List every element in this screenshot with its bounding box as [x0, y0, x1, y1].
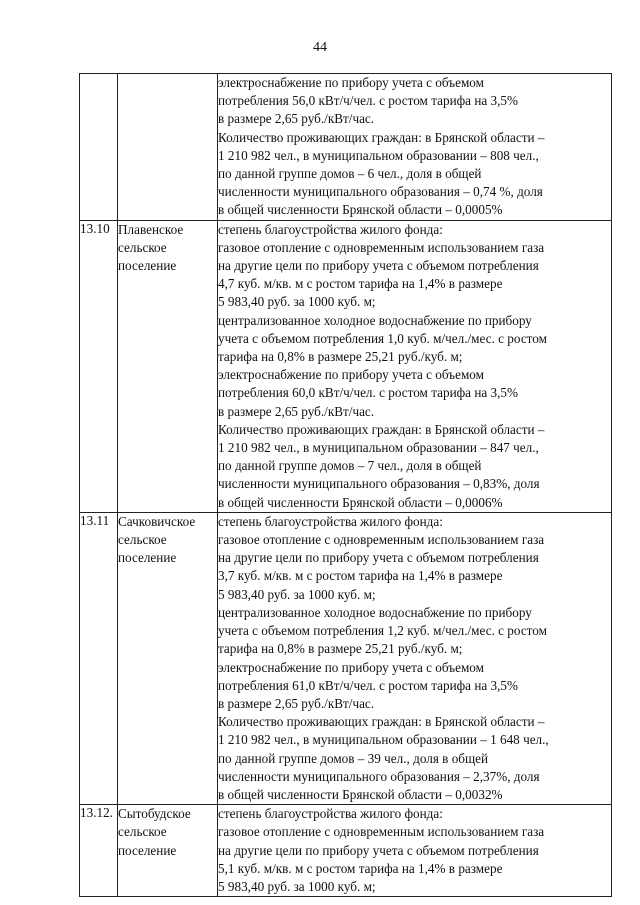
description-line: 3,7 куб. м/кв. м с ростом тарифа на 1,4% в размере	[218, 568, 503, 584]
description-line: 5,1 куб. м/кв. м с ростом тарифа на 1,4% в размере	[218, 860, 503, 876]
description-line: в общей численности Брянской области – 0,0006%	[218, 494, 503, 510]
description-line: по данной группе домов – 7 чел., доля в общей	[218, 458, 482, 474]
table-body	[80, 74, 612, 897]
description-line: электроснабжение по прибору учета с объемом	[218, 75, 484, 90]
description-line: 5 983,40 руб. за 1000 куб. м;	[218, 878, 376, 894]
description-line: Количество проживающих граждан: в Брянской области –	[218, 129, 545, 145]
description-line: 1 210 982 чел., в муниципальном образовании – 808 чел.,	[218, 147, 539, 163]
description-line: в размере 2,65 руб./кВт/час.	[218, 695, 375, 711]
description-line: 4,7 куб. м/кв. м с ростом тарифа на 1,4% в размере	[218, 276, 503, 292]
row-number: 13.11	[80, 512, 118, 804]
description-line: в общей численности Брянской области – 0,0032%	[218, 786, 503, 802]
description-line: газовое отопление с одновременным использованием газа	[218, 239, 545, 255]
description-line: степень благоустройства жилого фонда:	[218, 221, 443, 237]
description-line: по данной группе домов – 39 чел., доля в общей	[218, 750, 489, 766]
description-line: 1 210 982 чел., в муниципальном образовании – 1 648 чел.,	[218, 732, 549, 748]
description-line: в общей численности Брянской области – 0,0005%	[218, 202, 503, 218]
description-line: численности муниципального образования – 2,37%, доля	[218, 768, 540, 784]
description-line: степень благоустройства жилого фонда:	[218, 513, 443, 529]
row-number	[80, 74, 118, 221]
row-number: 13.12.	[80, 805, 118, 897]
description-line: электроснабжение по прибору учета с объемом	[218, 659, 484, 675]
description-line: степень благоустройства жилого фонда:	[218, 806, 443, 822]
description-line: по данной группе домов – 6 чел., доля в общей	[218, 166, 482, 182]
housing-description	[218, 512, 612, 804]
tariff-table	[79, 73, 612, 897]
settlement-name-line: сельское	[118, 239, 167, 255]
settlement-name-line: поселение	[118, 842, 177, 858]
description-line: в размере 2,65 руб./кВт/час.	[218, 403, 375, 419]
description-line: газовое отопление с одновременным использованием газа	[218, 824, 545, 840]
description-line: Количество проживающих граждан: в Брянской области –	[218, 421, 545, 437]
settlement-name-line: Сачковичское	[118, 513, 196, 529]
settlement-name-line: поселение	[118, 258, 177, 274]
settlement-name	[118, 512, 218, 804]
description-line: потребления 61,0 кВт/ч/чел. с ростом тарифа на 3,5%	[218, 677, 518, 693]
settlement-name-line: сельское	[118, 532, 167, 548]
settlement-name	[118, 805, 218, 897]
settlement-name-line: поселение	[118, 550, 177, 566]
table-row	[80, 74, 612, 221]
description-line: газовое отопление с одновременным использованием газа	[218, 532, 545, 548]
settlement-name	[118, 74, 218, 221]
description-line: учета с объемом потребления 1,0 куб. м/чел./мес. с ростом	[218, 330, 547, 346]
description-line: на другие цели по прибору учета с объемом потребления	[218, 258, 539, 274]
description-line: тарифа на 0,8% в размере 25,21 руб./куб. м;	[218, 641, 463, 657]
description-line: электроснабжение по прибору учета с объемом	[218, 367, 484, 383]
settlement-name	[118, 220, 218, 512]
description-line: Количество проживающих граждан: в Брянской области –	[218, 714, 545, 730]
description-line: потребления 60,0 кВт/ч/чел. с ростом тарифа на 3,5%	[218, 385, 518, 401]
description-line: на другие цели по прибору учета с объемом потребления	[218, 550, 539, 566]
settlement-name-line: сельское	[118, 824, 167, 840]
description-line: тарифа на 0,8% в размере 25,21 руб./куб. м;	[218, 349, 463, 365]
description-line: учета с объемом потребления 1,2 куб. м/чел./мес. с ростом	[218, 623, 547, 639]
settlement-name-line: Сытобудское	[118, 806, 191, 822]
description-line: численности муниципального образования – 0,83%, доля	[218, 476, 540, 492]
housing-description	[218, 220, 612, 512]
table-row	[80, 512, 612, 804]
housing-description	[218, 805, 612, 897]
housing-description	[218, 74, 612, 221]
table-row	[80, 805, 612, 897]
description-line: централизованное холодное водоснабжение по прибору	[218, 312, 532, 328]
description-line: 5 983,40 руб. за 1000 куб. м;	[218, 586, 376, 602]
description-line: 1 210 982 чел., в муниципальном образовании – 847 чел.,	[218, 440, 539, 456]
description-line: потребления 56,0 кВт/ч/чел. с ростом тарифа на 3,5%	[218, 93, 518, 109]
table-row	[80, 220, 612, 512]
description-line: 5 983,40 руб. за 1000 куб. м;	[218, 294, 376, 310]
description-line: в размере 2,65 руб./кВт/час.	[218, 111, 375, 127]
row-number: 13.10	[80, 220, 118, 512]
settlement-name-line: Плавенское	[118, 221, 184, 237]
description-line: численности муниципального образования – 0,74 %, доля	[218, 184, 543, 200]
page-number: 44	[313, 40, 327, 55]
description-line: централизованное холодное водоснабжение по прибору	[218, 604, 532, 620]
description-line: на другие цели по прибору учета с объемом потребления	[218, 842, 539, 858]
